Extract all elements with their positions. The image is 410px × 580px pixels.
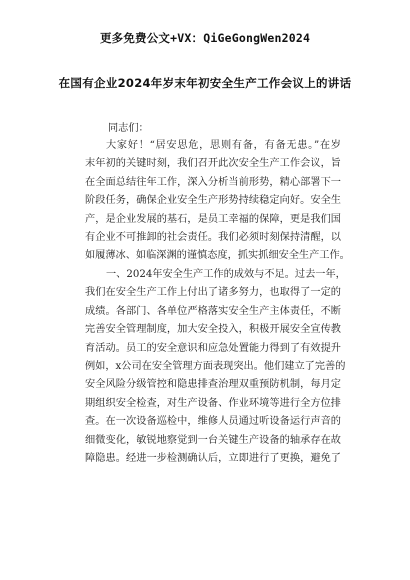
paragraph-line: 细微变化，敏锐地察觉到一台关键生产设备的轴承存在故 (85, 434, 341, 446)
paragraph-line: 障隐患。经进一步检测确认后，立即进行了更换，避免了 (85, 453, 341, 465)
document-title: 在国有企业2024年岁末年初安全生产工作会议上的讲话 (58, 76, 352, 90)
paragraph-line: 如履薄冰、如临深渊的谨慎态度，抓实抓细安全生产工作。 (85, 250, 350, 262)
paragraph-line: 育活动。员工的安全意识和应急处置能力得到了有效提升 (85, 342, 341, 354)
paragraph-line: 有企业不可推卸的社会责任。我们必须时刻保持清醒，以 (85, 232, 341, 244)
paragraph-line: 安全风险分级管控和隐患排查治理双重预防机制，每月定 (85, 379, 341, 391)
paragraph-line: 成绩。各部门、各单位严格落实安全生产主体责任，不断 (85, 305, 341, 317)
paragraph-line: 查。在一次设备巡检中，维修人员通过听设备运行声音的 (85, 416, 341, 428)
paragraph-line: 我们在安全生产工作上付出了诸多努力，也取得了一定的 (85, 287, 341, 299)
paragraph-line: 在全面总结往年工作，深入分析当前形势，精心部署下一 (85, 176, 341, 188)
paragraph-line: 末年初的关键时刻，我们召开此次安全生产工作会议，旨 (85, 158, 341, 170)
paragraph-line: 期组织安全检查，对生产设备、作业环境等进行全方位排 (85, 397, 341, 409)
promo-header: 更多免费公文+VX：QiGeGongWen2024 (99, 31, 311, 45)
paragraph-2 (85, 266, 346, 468)
paragraph-line: 阶段任务，确保企业安全生产形势持续稳定向好。安全生 (85, 195, 341, 207)
paragraph-line: 一、2024年安全生产工作的成效与不足。过去一年， (106, 269, 346, 280)
paragraph-1 (85, 137, 350, 266)
paragraph-line: 完善安全管理制度，加大安全投入，积极开展安全宣传教 (85, 324, 341, 336)
salutation: 同志们： (108, 123, 149, 134)
paragraph-line: 产，是企业发展的基石，是员工幸福的保障，更是我们国 (85, 213, 341, 225)
paragraph-line: 例如，x公司在安全管理方面表现突出。他们建立了完善的 (85, 361, 346, 373)
paragraph-line: 大家好！“居安思危，思则有备，有备无患。”在岁 (106, 140, 341, 151)
